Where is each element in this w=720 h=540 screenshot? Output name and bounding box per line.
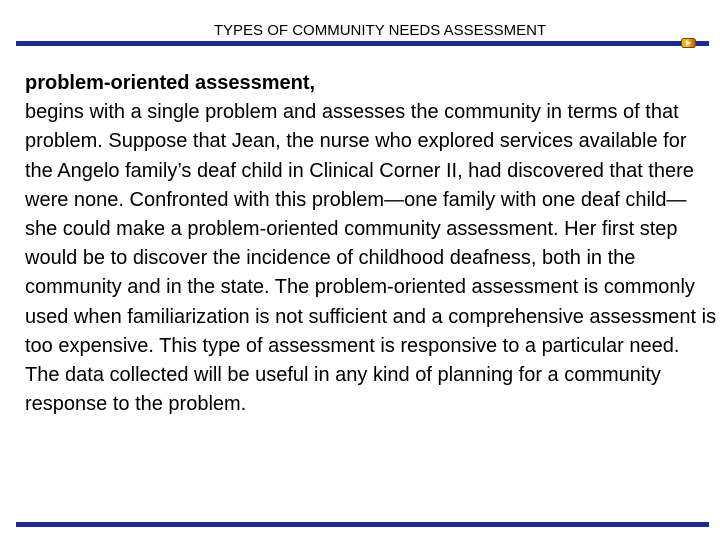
slide-title: TYPES OF COMMUNITY NEEDS ASSESSMENT (213, 22, 547, 39)
arrow-bullet-icon (681, 38, 696, 48)
title-divider (16, 41, 709, 46)
slide-heading: problem-oriented assessment, (25, 72, 316, 94)
bottom-divider (16, 522, 709, 527)
slide-body (25, 69, 717, 419)
slide-paragraph: begins with a single problem and assesses the community in terms of that problem. Suppose that Jean, the nurse who explored services available for the Angelo family’s deaf child in Clinical Corner II, had discovered that there were none. Confronted with this problem—one family with one deaf child—she could make a problem-oriented community assessment. Her first step would be to discover the incidence of childhood deafness, both in the community and in the state. The problem-oriented assessment is commonly used when familiarization is not sufficient and a comprehensive assessment is too expensive. This type of assessment is responsive to a particular need. The data collected will be useful in any kind of planning for a community response to the problem. (25, 101, 717, 416)
